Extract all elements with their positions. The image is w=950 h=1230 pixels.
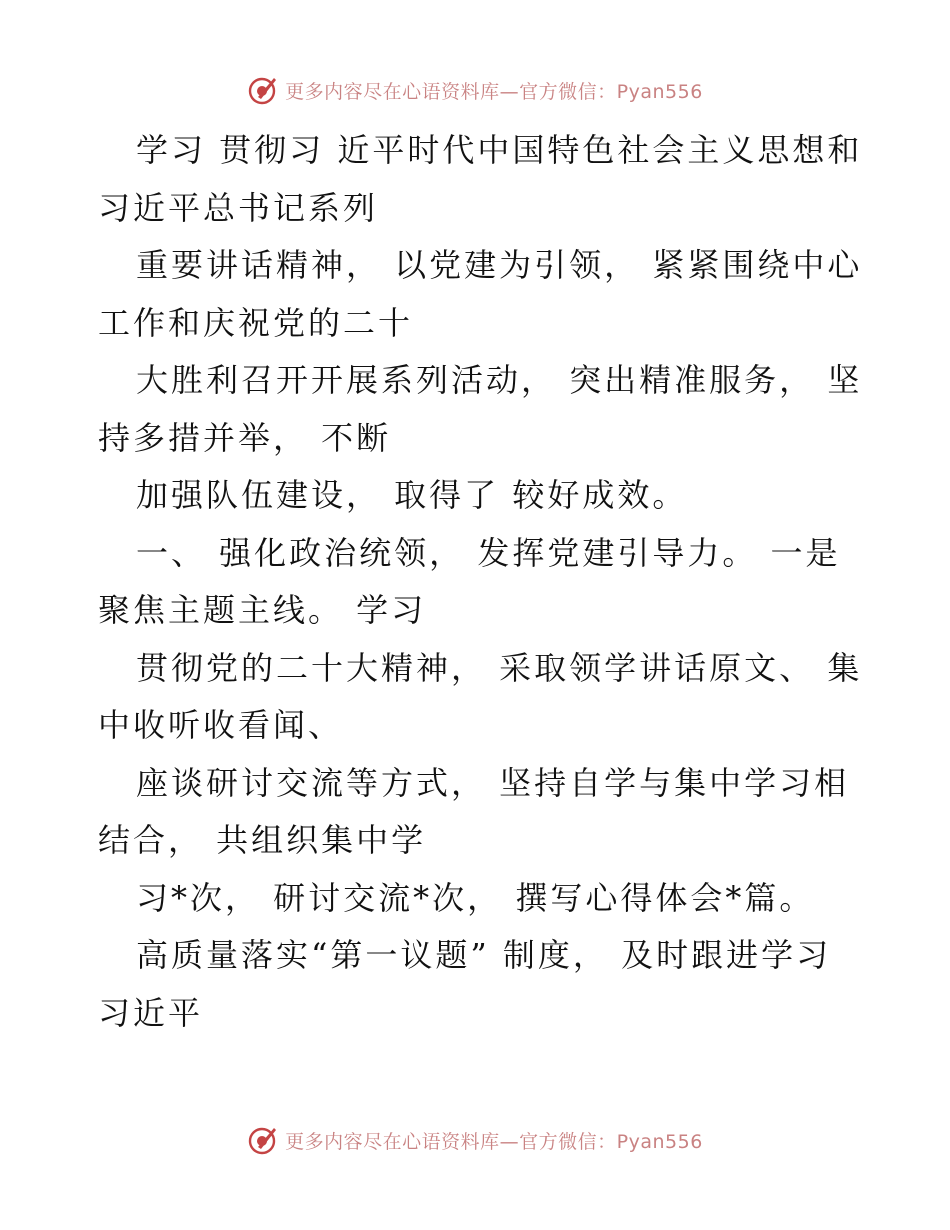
paragraph xyxy=(98,352,863,467)
document-body xyxy=(98,122,863,1042)
page-footer-watermark xyxy=(0,1120,950,1160)
paragraph xyxy=(98,755,858,870)
watermark-text: 更多内容尽在心语资料库—官方微信：Pyan556 xyxy=(285,80,703,103)
text-line: 结合， 共组织集中学 xyxy=(98,821,427,859)
paragraph xyxy=(98,640,863,755)
text-line: 贯彻党的二十大精神， 采取领学讲话原文、 集 xyxy=(136,648,863,687)
paragraph xyxy=(98,237,863,352)
text-line: 高质量落实“第一议题” 制度， 及时跟进学习 xyxy=(136,936,832,974)
quill-logo-icon xyxy=(247,1124,279,1156)
text-line: 习近平 xyxy=(98,993,204,1032)
text-line: 中收听收看闻、 xyxy=(98,706,344,744)
text-line: 聚焦主题主线。 学习 xyxy=(98,591,427,629)
text-line: 座谈研讨交流等方式， 坚持自学与集中学习相 xyxy=(136,763,850,802)
text-line: 习*次， 研讨交流*次， 撰写心得体会*篇。 xyxy=(136,878,815,917)
paragraph xyxy=(98,122,863,237)
paragraph xyxy=(98,870,858,928)
paragraph xyxy=(98,467,858,525)
text-line: 加强队伍建设， 取得了 较好成效。 xyxy=(136,476,688,514)
quill-logo-icon xyxy=(247,74,279,106)
page-header-watermark xyxy=(0,70,950,110)
paragraph xyxy=(98,927,858,1042)
text-line: 重要讲话精神， 以党建为引领， 紧紧围绕中心 xyxy=(136,246,863,284)
text-line: 习近平总书记系列 xyxy=(98,188,379,227)
text-line: 工作和庆祝党的二十 xyxy=(98,303,414,342)
text-line: 持多措并举， 不断 xyxy=(98,418,392,457)
text-line: 一、 强化政治统领， 发挥党建引导力。 一是 xyxy=(136,533,841,572)
text-line: 学习 贯彻习 近平时代中国特色社会主义思想和 xyxy=(136,131,863,169)
watermark-text: 更多内容尽在心语资料库—官方微信：Pyan556 xyxy=(285,1130,703,1153)
paragraph xyxy=(98,525,858,640)
text-line: 大胜利召开开展系列活动， 突出精准服务， 坚 xyxy=(136,361,863,399)
